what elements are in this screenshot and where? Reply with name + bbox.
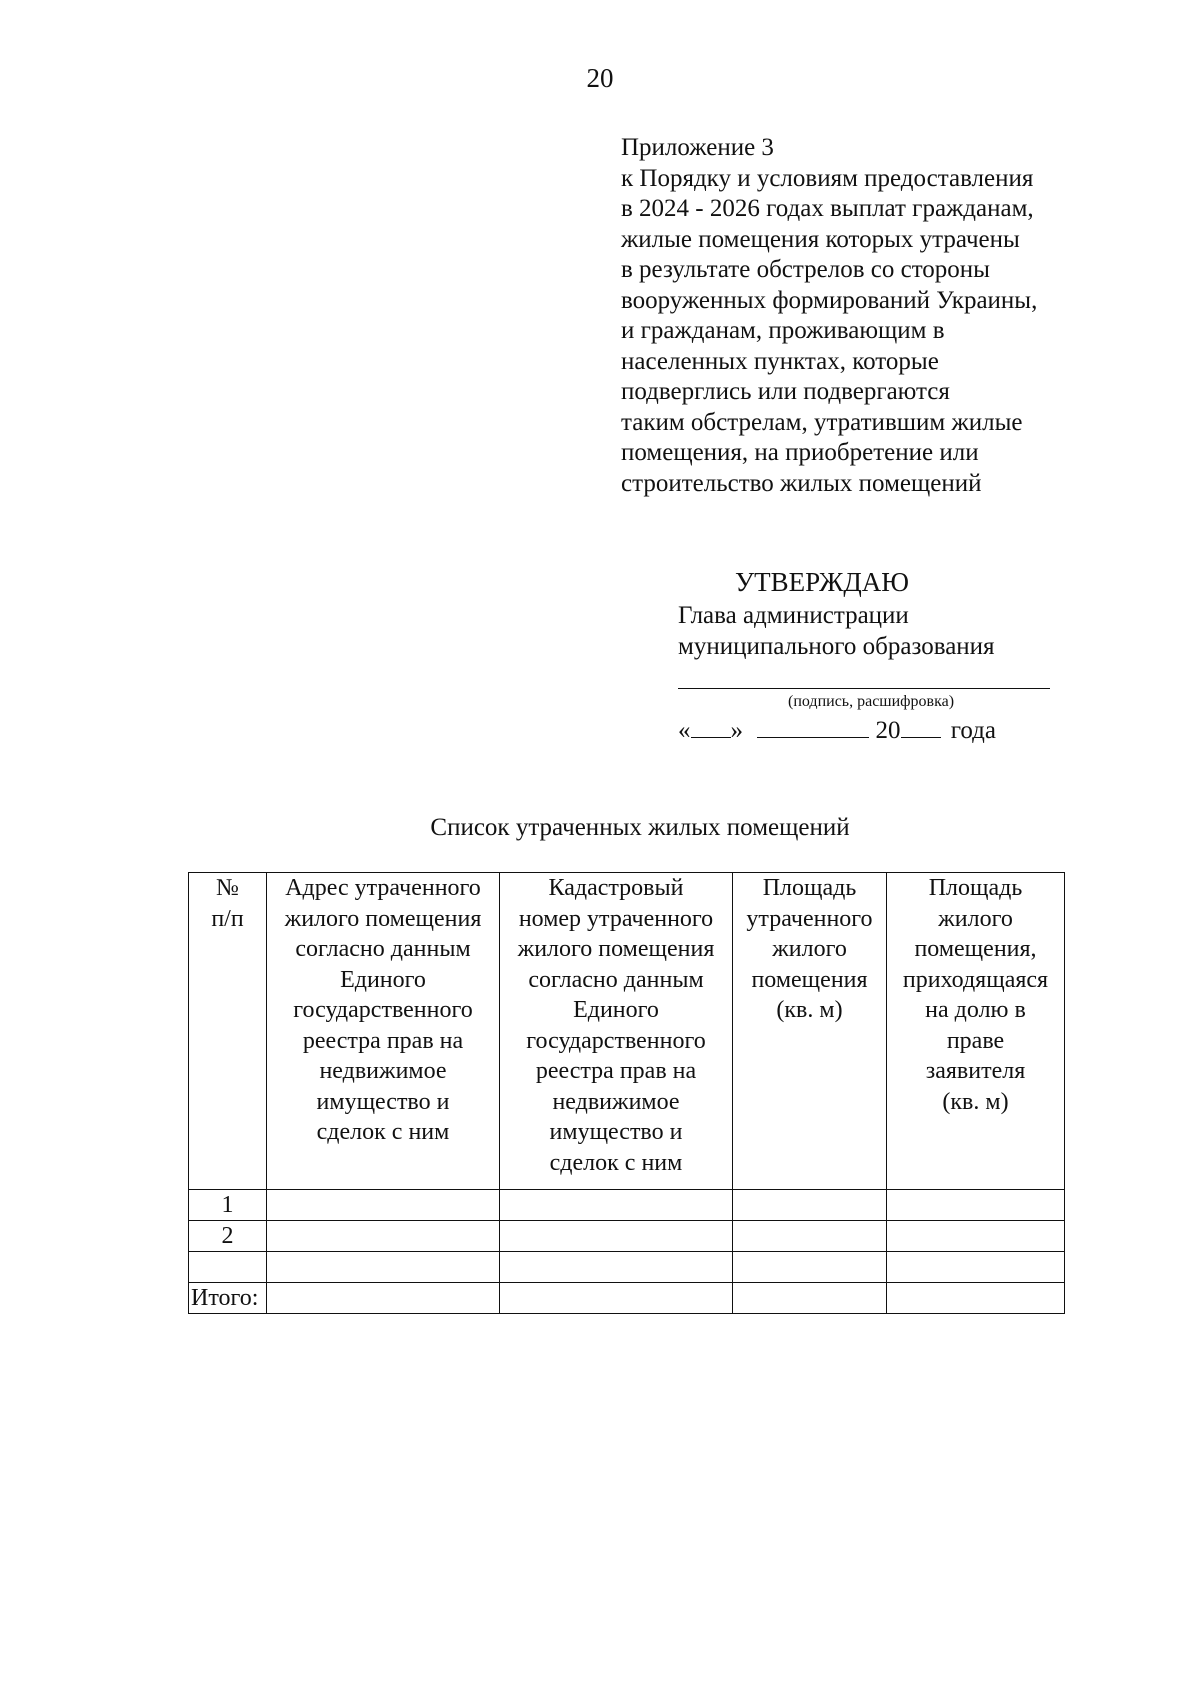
header-line: сделок с ним — [316, 1119, 450, 1145]
table-row — [189, 1221, 1065, 1252]
cadastral-cell[interactable] — [500, 1252, 733, 1283]
header-line: государственного — [526, 1027, 706, 1054]
header-line: реестра прав на — [302, 1027, 464, 1054]
table-row — [189, 1252, 1065, 1283]
header-share-area — [887, 873, 1065, 1190]
lost-housing-table — [188, 872, 1065, 1314]
signature-line — [678, 688, 1050, 689]
year-blank — [901, 717, 941, 738]
header-line: Адрес утраченного — [285, 875, 481, 901]
header-line: недвижимое — [552, 1088, 680, 1115]
table-total-row — [189, 1283, 1065, 1314]
header-line: жилого — [938, 905, 1013, 932]
header-line: жилого помещения — [517, 936, 715, 962]
appendix-line: вооруженных формирований Украины, — [621, 286, 1038, 314]
total-cadastral-cell[interactable] — [500, 1283, 733, 1314]
share-area-cell[interactable] — [887, 1190, 1065, 1221]
row-number-cell: 1 — [189, 1190, 267, 1221]
appendix-line: таким обстрелам, утратившим жилые — [621, 408, 1023, 436]
lost-area-cell[interactable] — [733, 1252, 887, 1283]
month-blank — [757, 717, 869, 738]
header-line: помещения — [751, 966, 868, 993]
address-cell[interactable] — [267, 1252, 500, 1283]
table-header-row — [189, 873, 1065, 1190]
appendix-line: в 2024 - 2026 годах выплат гражданам, — [621, 195, 1034, 222]
header-line: недвижимое — [319, 1058, 447, 1084]
address-cell[interactable] — [267, 1221, 500, 1252]
header-line: имущество и — [316, 1088, 450, 1115]
row-number-cell — [189, 1252, 267, 1283]
header-line: (кв. м) — [942, 1088, 1009, 1115]
total-lost-area-cell[interactable] — [733, 1283, 887, 1314]
total-label: Итого: — [189, 1283, 267, 1314]
appendix-line: подверглись или подвергаются — [621, 378, 950, 405]
appendix-line: населенных пунктах, которые — [621, 347, 939, 375]
signature-caption: (подпись, расшифровка) — [788, 693, 955, 710]
header-line: заявителя — [925, 1058, 1026, 1084]
header-line: праве — [946, 1027, 1005, 1054]
page-number: 20 — [586, 63, 614, 93]
header-line: приходящаяся — [902, 966, 1049, 993]
address-cell[interactable] — [267, 1190, 500, 1221]
share-area-cell[interactable] — [887, 1221, 1065, 1252]
header-line: Единого — [340, 966, 426, 993]
date-close-quote: » — [730, 717, 743, 744]
appendix-line: в результате обстрелов со стороны — [621, 256, 990, 283]
header-line: п/п — [211, 905, 244, 932]
table-row — [189, 1190, 1065, 1221]
appendix-line: к Порядку и условиям предоставления — [621, 164, 1034, 192]
header-line: Кадастровый — [548, 875, 684, 901]
header-address — [267, 873, 500, 1190]
appendix-line: и гражданам, проживающим в — [621, 317, 945, 344]
header-line: Площадь — [928, 875, 1023, 901]
list-title: Список утраченных жилых помещений — [430, 814, 850, 841]
header-line: согласно данным — [528, 966, 704, 993]
date-open-quote: « — [678, 717, 691, 744]
header-line: Единого — [573, 997, 659, 1023]
header-line: имущество и — [549, 1119, 683, 1145]
header-line: жилого помещения — [284, 905, 482, 932]
header-line: помещения, — [914, 936, 1037, 962]
header-line: на долю в — [925, 997, 1026, 1023]
approver-position-line: Глава администрации — [678, 602, 909, 629]
appendix-line: Приложение 3 — [621, 134, 774, 161]
approval-title: УТВЕРЖДАЮ — [735, 567, 910, 597]
appendix-line: помещения, на приобретение или — [621, 439, 979, 466]
share-area-cell[interactable] — [887, 1252, 1065, 1283]
appendix-heading — [621, 133, 1121, 499]
appendix-line: жилые помещения которых утрачены — [621, 225, 1020, 253]
date-suffix: года — [950, 717, 996, 744]
day-blank — [691, 717, 731, 738]
header-lost-area — [733, 873, 887, 1190]
lost-area-cell[interactable] — [733, 1221, 887, 1252]
approver-position-line: муниципального образования — [678, 633, 995, 660]
row-number-cell: 2 — [189, 1221, 267, 1252]
header-cadastral-number — [500, 873, 733, 1190]
total-address-cell[interactable] — [267, 1283, 500, 1314]
header-line: согласно данным — [295, 936, 471, 962]
approval-date-line — [678, 716, 996, 746]
header-line: жилого — [772, 936, 847, 962]
header-line: Площадь — [762, 875, 857, 901]
header-line: № — [216, 875, 239, 901]
header-line: (кв. м) — [776, 997, 843, 1023]
header-line: номер утраченного — [518, 905, 714, 932]
date-year-prefix: 20 — [875, 717, 901, 744]
appendix-line: строительство жилых помещений — [621, 469, 982, 497]
cadastral-cell[interactable] — [500, 1221, 733, 1252]
total-share-area-cell[interactable] — [887, 1283, 1065, 1314]
header-number — [189, 873, 267, 1190]
header-line: сделок с ним — [549, 1149, 683, 1176]
header-line: утраченного — [746, 905, 873, 932]
lost-area-cell[interactable] — [733, 1190, 887, 1221]
cadastral-cell[interactable] — [500, 1190, 733, 1221]
header-line: государственного — [293, 997, 473, 1023]
header-line: реестра прав на — [535, 1058, 697, 1084]
